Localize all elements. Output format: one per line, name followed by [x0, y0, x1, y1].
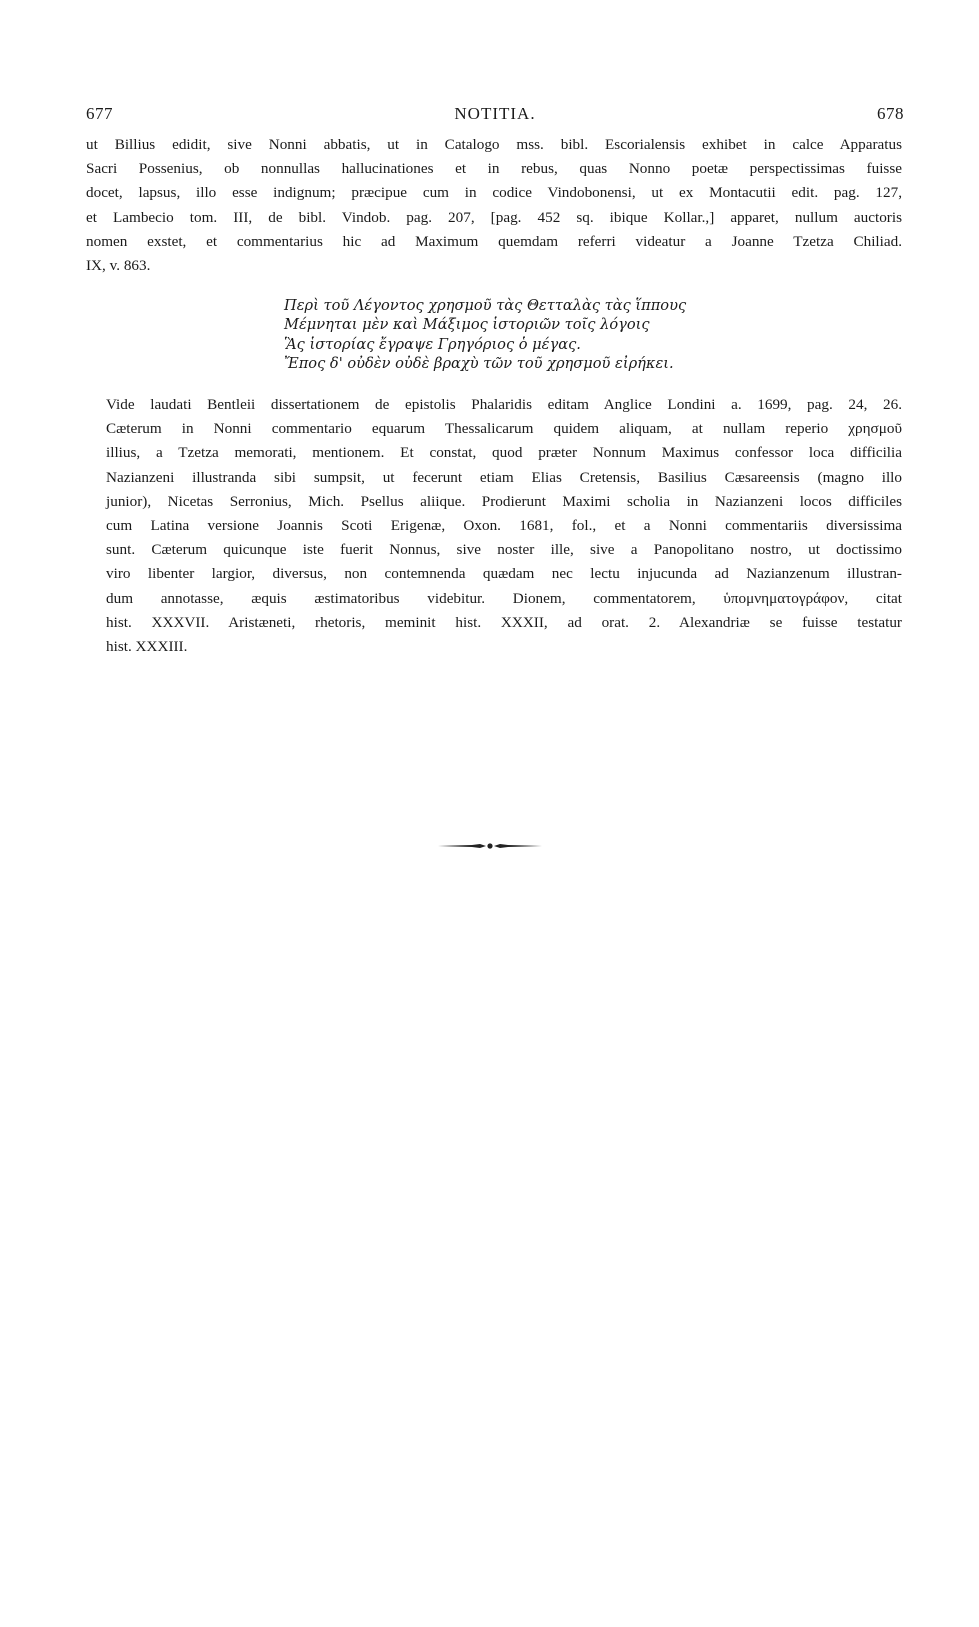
page-header — [86, 104, 904, 124]
verse-line: Ἔπος δ' οὐδὲν οὐδὲ βραχὺ τῶν τοῦ χρησμοῦ εἰρήκει. — [284, 355, 674, 373]
text-line: junior), Nicetas Serronius, Mich. Psellus aliique. Prodierunt Maximi scholia in Nazianzeni locos difficiles — [106, 492, 902, 510]
text-line: dum annotasse, æquis æstimatoribus videbitur. Dionem, commentatorem, ὑπομνηματογράφον, citat — [106, 589, 902, 607]
text-line: cum Latina versione Joannis Scoti Erigenæ, Oxon. 1681, fol., et a Nonni commentariis diversissima — [106, 517, 902, 535]
text-line: hist. XXXIII. — [106, 638, 188, 656]
right-page-number: 678 — [876, 104, 904, 123]
text-line: ut Billius edidit, sive Nonni abbatis, ut in Catalogo mss. bibl. Escorialensis exhibet in calce Apparatus — [86, 136, 902, 153]
verse-line: Περὶ τοῦ Λέγοντος χρησμοῦ τὰς Θετταλὰς τὰς ἵππους — [284, 297, 687, 314]
verse-line: Ἃς ἱστορίας ἔγραψε Γρηγόριος ὁ μέγας. — [284, 335, 581, 353]
text-line: Vide laudati Bentleii dissertationem de epistolis Phalaridis editam Anglice Londini a. 1699, pag. 24, 26. — [106, 396, 902, 413]
greek-verse-quotation — [284, 296, 686, 374]
text-line: nomen exstet, et commentarius hic ad Maximum quemdam referri videatur a Joanne Tzetza Chiliad. — [86, 232, 902, 250]
text-line: hist. XXXVII. Aristæneti, rhetoris, meminit hist. XXXII, ad orat. 2. Alexandriæ se fuisse testatur — [106, 613, 902, 631]
section-end-ornament — [438, 842, 542, 850]
text-line: sunt. Cæterum quicunque iste fuerit Nonnus, sive noster ille, sive a Panopolitano nostro, ut doctissimo — [106, 541, 902, 559]
text-line: Nazianzeni illustranda sibi sumpsit, ut fecerunt etiam Elias Cretensis, Basilius Cæsareensis (magno illo — [106, 468, 902, 486]
text-line: Cæterum in Nonni commentario equarum Thessalicarum quidem aliquam, at nullam reperio χρησμοῦ — [106, 420, 902, 438]
text-line: viro libenter largior, diversus, non contemnenda quædam nec lectu injucunda ad Nazianzenum illustran- — [106, 565, 902, 583]
left-page-number: 677 — [86, 104, 113, 123]
text-line: IX, v. 863. — [86, 257, 151, 275]
paragraph-2 — [86, 393, 902, 659]
verse-line: Μέμνηται μὲν καὶ Μάξιμος ἱστοριῶν τοῖς λόγοις — [284, 316, 650, 334]
text-line: docet, lapsus, illo esse indignum; præcipue cum in codice Vindobonensi, ut ex Montacutii edit. pag. 127, — [86, 184, 902, 202]
running-title: NOTITIA. — [454, 104, 536, 123]
text-line: illius, a Tzetza memorati, mentionem. Et constat, quod præter Nonnum Maximus confessor loca difficilia — [106, 444, 902, 462]
text-line: Sacri Possenius, ob nonnullas hallucinationes et in rebus, quas Nonno poetæ perspectissimas fuisse — [86, 160, 902, 178]
text-line: et Lambecio tom. III, de bibl. Vindob. pag. 207, [pag. 452 sq. ibique Kollar.,] apparet, nullum auctoris — [86, 208, 902, 226]
paragraph-1 — [86, 133, 902, 278]
